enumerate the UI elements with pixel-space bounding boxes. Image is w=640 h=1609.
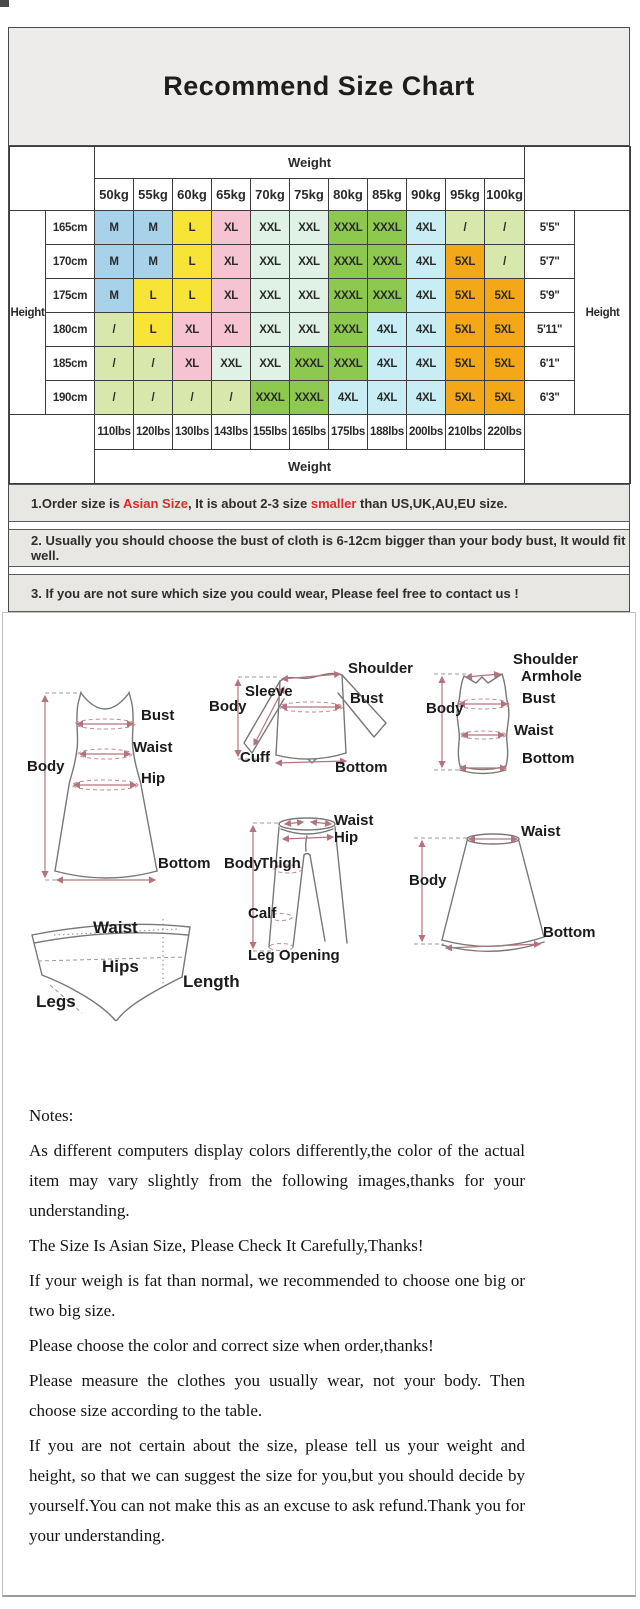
table-note-3-text: 3. If you are not sure which size you could wear, Please feel free to contact us ! <box>31 585 519 601</box>
size-cell: / <box>134 381 173 415</box>
size-cell: / <box>95 381 134 415</box>
lbs-cell: 120lbs <box>134 415 173 450</box>
kg-header-cell: 95kg <box>446 179 485 211</box>
lbs-cell: 155lbs <box>251 415 290 450</box>
size-cell: XXL <box>290 279 329 313</box>
size-cell: 5XL <box>446 381 485 415</box>
table-note-1-text <box>31 496 507 511</box>
size-cell: 5XL <box>446 245 485 279</box>
weight-header-label: Weight <box>95 147 525 179</box>
kg-header-cell: 65kg <box>212 179 251 211</box>
dress-body-label: Body <box>27 758 65 775</box>
corner-artifact <box>0 0 9 7</box>
kg-header-cell: 60kg <box>173 179 212 211</box>
lbs-cell: 200lbs <box>407 415 446 450</box>
kg-header-cell: 50kg <box>95 179 134 211</box>
kg-header-cell: 85kg <box>368 179 407 211</box>
notes-paragraph: If you are not certain about the size, please tell us your weight and height, so that we can suggest the size for you,but you should decide by yourself.You can not make this as an excuse to ask refund.Thank you for your understanding. <box>29 1436 525 1545</box>
blank-corner-cell <box>525 415 631 484</box>
blank-corner-cell <box>10 147 95 211</box>
shirt-sleeve-label: Sleeve <box>245 683 293 700</box>
shirt-shoulder-label: Shoulder <box>348 660 414 677</box>
ft-cell: 6'3" <box>525 381 575 415</box>
skirt-body-label: Body <box>409 872 447 889</box>
ft-cell: 5'9" <box>525 279 575 313</box>
size-cell: 4XL <box>407 313 446 347</box>
height-label-left: Height <box>10 211 46 415</box>
cm-cell: 185cm <box>46 347 95 381</box>
size-cell: 4XL <box>407 381 446 415</box>
pants-calf-label: Calf <box>248 905 277 922</box>
shirt-cuff-label: Cuff <box>240 749 270 766</box>
table-note-2 <box>9 529 629 567</box>
measure-guide-panel <box>2 612 636 1597</box>
lbs-cell: 175lbs <box>329 415 368 450</box>
lbs-cell: 165lbs <box>290 415 329 450</box>
shirt-body-label: Body <box>209 698 247 715</box>
size-cell: L <box>173 279 212 313</box>
briefs-length-label: Length <box>183 972 240 991</box>
size-cell: XXXL <box>368 245 407 279</box>
size-cell: 4XL <box>368 381 407 415</box>
note-red-text: Asian Size <box>123 495 189 511</box>
size-cell: XXL <box>212 347 251 381</box>
briefs-hips-label: Hips <box>102 957 139 976</box>
lbs-cell: 130lbs <box>173 415 212 450</box>
skirt-waist-label: Waist <box>521 823 561 840</box>
cm-cell: 165cm <box>46 211 95 245</box>
size-cell: / <box>134 347 173 381</box>
ft-cell: 5'7" <box>525 245 575 279</box>
size-cell: 5XL <box>485 347 525 381</box>
notes-paragraph: Please measure the clothes you usually wear, not your body. Then choose size according to the table. <box>29 1371 525 1420</box>
briefs-legs-label: Legs <box>36 992 76 1011</box>
size-cell: XXXL <box>329 211 368 245</box>
size-cell: 4XL <box>368 347 407 381</box>
lbs-cell: 110lbs <box>95 415 134 450</box>
table-note-2-text: 2. Usually you should choose the bust of cloth is 6-12cm bigger than your body bust, It would fit well. <box>31 533 626 563</box>
vest-bust-label: Bust <box>522 690 556 707</box>
ft-cell: 5'11" <box>525 313 575 347</box>
ft-cell: 6'1" <box>525 347 575 381</box>
blank-corner-cell <box>10 415 95 484</box>
size-cell: XXL <box>251 279 290 313</box>
blank-corner-cell <box>525 147 631 211</box>
size-cell: M <box>95 279 134 313</box>
size-chart-panel <box>8 27 630 613</box>
cm-cell: 175cm <box>46 279 95 313</box>
pants-body-label: Body <box>224 855 262 872</box>
size-cell: L <box>134 313 173 347</box>
shirt-bottom-label: Bottom <box>335 759 388 776</box>
bottom-notes <box>29 1101 525 1556</box>
size-cell: / <box>95 313 134 347</box>
size-cell: XXXL <box>290 347 329 381</box>
size-cell: XXXL <box>251 381 290 415</box>
title-bar <box>9 28 629 146</box>
table-note-3 <box>9 574 629 612</box>
dress-bust-label: Bust <box>141 707 175 724</box>
size-table <box>9 146 631 484</box>
dress-waist-label: Waist <box>133 739 173 756</box>
size-cell: XXL <box>290 313 329 347</box>
page-title: Recommend Size Chart <box>163 71 475 101</box>
note-text: 1.Order size is <box>31 495 124 511</box>
size-cell: L <box>173 245 212 279</box>
lbs-cell: 143lbs <box>212 415 251 450</box>
size-cell: / <box>95 347 134 381</box>
kg-header-cell: 75kg <box>290 179 329 211</box>
size-cell: XXL <box>251 347 290 381</box>
size-cell: 4XL <box>407 279 446 313</box>
size-cell: XXL <box>290 211 329 245</box>
size-cell: XXL <box>251 211 290 245</box>
size-cell: 4XL <box>329 381 368 415</box>
size-cell: XXXL <box>329 279 368 313</box>
kg-header-cell: 80kg <box>329 179 368 211</box>
size-cell: 4XL <box>407 211 446 245</box>
skirt-bottom-label: Bottom <box>543 924 596 941</box>
cm-cell: 170cm <box>46 245 95 279</box>
notes-paragraph: If your weigh is fat than normal, we recommended to choose one big or two big size. <box>29 1271 525 1320</box>
size-cell: XXXL <box>368 279 407 313</box>
note-text: , It is about 2-3 size <box>188 495 311 511</box>
weight-footer-label: Weight <box>95 450 525 484</box>
ft-cell: 5'5" <box>525 211 575 245</box>
size-cell: XL <box>212 279 251 313</box>
notes-heading: Notes: <box>29 1106 74 1125</box>
size-cell: XL <box>212 245 251 279</box>
size-cell: XL <box>173 313 212 347</box>
vest-shoulder-label: Shoulder <box>513 651 579 668</box>
size-cell: / <box>212 381 251 415</box>
size-cell: M <box>134 211 173 245</box>
size-cell: XXL <box>290 245 329 279</box>
pants-thigh-label: Thigh <box>260 855 301 872</box>
size-cell: XL <box>212 211 251 245</box>
vest-body-label: Body <box>426 700 464 717</box>
height-label-right: Height <box>575 211 631 415</box>
size-cell: XXXL <box>290 381 329 415</box>
size-cell: M <box>95 211 134 245</box>
size-cell: 4XL <box>407 245 446 279</box>
size-cell: XXXL <box>329 313 368 347</box>
pants-leg-opening-label: Leg Opening <box>248 947 340 964</box>
size-cell: 5XL <box>446 279 485 313</box>
size-cell: 4XL <box>368 313 407 347</box>
size-cell: L <box>134 279 173 313</box>
vest-armhole-label: Armhole <box>521 668 582 685</box>
kg-header-cell: 100kg <box>485 179 525 211</box>
lbs-cell: 210lbs <box>446 415 485 450</box>
pants-waist-label: Waist <box>334 812 374 829</box>
size-cell: XXL <box>251 245 290 279</box>
size-cell: XXL <box>251 313 290 347</box>
size-cell: 4XL <box>407 347 446 381</box>
cm-cell: 190cm <box>46 381 95 415</box>
briefs-waist-label: Waist <box>93 918 138 937</box>
size-cell: XXXL <box>329 245 368 279</box>
note-red-text: smaller <box>310 495 357 511</box>
kg-header-cell: 55kg <box>134 179 173 211</box>
table-note-1 <box>9 484 629 522</box>
size-cell: / <box>485 211 525 245</box>
size-cell: M <box>95 245 134 279</box>
shirt-bust-label: Bust <box>350 690 384 707</box>
pants-hip-label: Hip <box>334 829 359 846</box>
size-cell: 5XL <box>446 347 485 381</box>
kg-header-cell: 90kg <box>407 179 446 211</box>
size-cell: / <box>173 381 212 415</box>
size-cell: M <box>134 245 173 279</box>
size-cell: XXXL <box>368 211 407 245</box>
size-cell: 5XL <box>485 279 525 313</box>
cm-cell: 180cm <box>46 313 95 347</box>
lbs-cell: 220lbs <box>485 415 525 450</box>
size-cell: / <box>485 245 525 279</box>
size-cell: L <box>173 211 212 245</box>
vest-waist-label: Waist <box>514 722 554 739</box>
size-cell: XL <box>173 347 212 381</box>
notes-paragraph: As different computers display colors differently,the color of the actual item may vary slightly from the following images,thanks for your understanding. <box>29 1141 525 1220</box>
size-cell: XXXL <box>329 347 368 381</box>
notes-paragraph: Please choose the color and correct size when order,thanks! <box>29 1336 434 1355</box>
kg-header-cell: 70kg <box>251 179 290 211</box>
notes-paragraph: The Size Is Asian Size, Please Check It Carefully,Thanks! <box>29 1236 424 1255</box>
vest-bottom-label: Bottom <box>522 750 575 767</box>
size-cell: / <box>446 211 485 245</box>
lbs-cell: 188lbs <box>368 415 407 450</box>
size-cell: XL <box>212 313 251 347</box>
dress-bottom-label: Bottom <box>158 855 211 872</box>
size-cell: 5XL <box>485 381 525 415</box>
dress-hip-label: Hip <box>141 770 166 787</box>
size-cell: 5XL <box>485 313 525 347</box>
note-text: than US,UK,AU,EU size. <box>356 495 508 511</box>
size-cell: 5XL <box>446 313 485 347</box>
